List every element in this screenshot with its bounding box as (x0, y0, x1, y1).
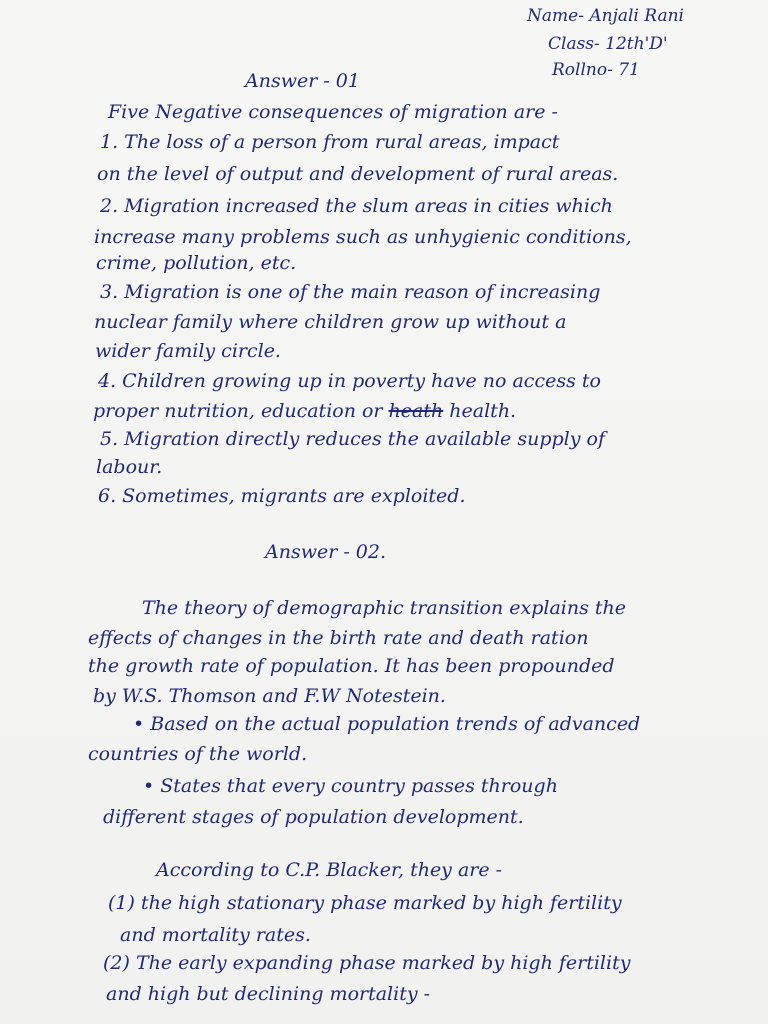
struck-out-word: heath (388, 400, 444, 422)
answer-1-intro: Five Negative consequences of migration are - (108, 101, 558, 123)
answer-1-line: labour. (96, 456, 163, 478)
answer-2-bullet: • Based on the actual population trends of advanced (133, 713, 641, 735)
answer-1-title: Answer - 01 (245, 70, 360, 92)
answer-2-line: According to C.P. Blacker, they are - (156, 859, 503, 881)
answer-1-line (93, 402, 516, 421)
student-name: Name- Anjali Rani (527, 6, 684, 26)
answer-1-line: 3. Migration is one of the main reason of increasing (100, 281, 601, 303)
answer-2-title: Answer - 02. (265, 541, 387, 563)
answer-2-bullet: • States that every country passes through (143, 775, 558, 797)
answer-2-line: different stages of population development. (103, 806, 524, 828)
answer-1-line: 5. Migration directly reduces the available supply of (100, 428, 605, 450)
student-class: Class- 12th'D' (548, 34, 668, 54)
answer-1-line-text: proper nutrition, education or (93, 400, 383, 422)
answer-2-line: countries of the world. (88, 743, 308, 765)
answer-1-line: on the level of output and development of rural areas. (97, 163, 619, 185)
answer-2-line: and mortality rates. (120, 924, 311, 946)
answer-2-line: by W.S. Thomson and F.W Notestein. (93, 685, 446, 707)
answer-1-line: nuclear family where children grow up without a (94, 311, 567, 333)
roll-number: Rollno- 71 (552, 60, 640, 80)
answer-2-line: the growth rate of population. It has been propounded (88, 655, 615, 677)
answer-1-line: wider family circle. (95, 340, 281, 362)
answer-1-line: 6. Sometimes, migrants are exploited. (98, 485, 466, 507)
answer-1-line: 2. Migration increased the slum areas in cities which (100, 195, 613, 217)
answer-2-line: (1) the high stationary phase marked by high fertility (108, 892, 622, 914)
answer-1-line: crime, pollution, etc. (96, 252, 297, 274)
answer-1-line: increase many problems such as unhygienic conditions, (94, 226, 632, 248)
answer-2-line: The theory of demographic transition explains the (142, 597, 626, 619)
answer-1-line: 4. Children growing up in poverty have no access to (98, 370, 601, 392)
answer-1-line-text: health. (449, 400, 517, 422)
answer-2-line: (2) The early expanding phase marked by high fertility (103, 952, 631, 974)
answer-2-line: effects of changes in the birth rate and death ration (88, 627, 589, 649)
answer-2-line: and high but declining mortality - (106, 983, 431, 1005)
answer-1-line: 1. The loss of a person from rural areas, impact (100, 131, 560, 153)
